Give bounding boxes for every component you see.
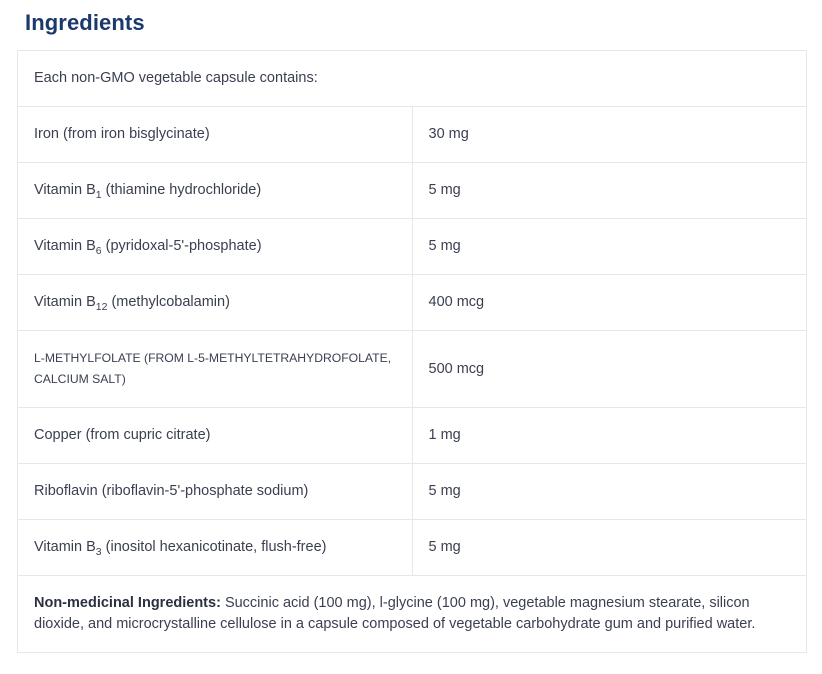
ingredient-name-text-suffix: (methylcobalamin) — [107, 294, 230, 311]
table-row — [18, 408, 807, 464]
ingredient-name-text: Riboflavin (riboflavin-5'-phosphate sodium) — [34, 483, 309, 500]
ingredient-amount: 1 mg — [412, 408, 807, 464]
ingredient-amount: 30 mg — [412, 107, 807, 163]
non-medicinal-ingredients-label: Non-medicinal Ingredients: — [34, 595, 221, 612]
table-row — [18, 163, 807, 219]
ingredient-amount: 400 mcg — [412, 275, 807, 331]
ingredient-name-text: L-METHYLFOLATE (FROM L-5-METHYLTETRAHYDROFOLATE, CALCIUM SALT) — [34, 351, 392, 387]
ingredient-name-subscript: 1 — [95, 189, 102, 201]
ingredient-name-text: Vitamin B — [34, 294, 96, 311]
ingredient-name — [18, 331, 413, 408]
ingredients-table-body — [18, 51, 807, 653]
ingredient-name — [18, 163, 413, 219]
ingredient-name-subscript: 3 — [95, 547, 102, 559]
ingredient-name — [18, 408, 413, 464]
ingredient-name-text: Vitamin B — [34, 238, 96, 255]
ingredient-amount: 5 mg — [412, 219, 807, 275]
ingredient-amount: 5 mg — [412, 464, 807, 520]
table-header-label: Each non-GMO vegetable capsule contains: — [18, 51, 807, 107]
ingredient-name-subscript: 6 — [95, 245, 102, 257]
table-footer-row — [18, 576, 807, 653]
ingredient-name-text: Copper (from cupric citrate) — [34, 427, 211, 444]
ingredient-name — [18, 464, 413, 520]
ingredient-name — [18, 520, 413, 576]
ingredient-name — [18, 219, 413, 275]
table-row — [18, 275, 807, 331]
ingredient-amount: 500 mcg — [412, 331, 807, 408]
ingredient-amount: 5 mg — [412, 520, 807, 576]
ingredient-name — [18, 275, 413, 331]
ingredient-name-text-suffix: (thiamine hydrochloride) — [101, 182, 262, 199]
non-medicinal-ingredients-text: Succinic acid (100 mg), l-glycine (100 mg), vegetable magnesium stearate, silicon dioxide, and microcrystalline cellulose in a capsule composed of vegetable carbohydrate gum and purified water. — [34, 595, 756, 633]
table-row — [18, 464, 807, 520]
ingredients-table — [17, 50, 807, 653]
ingredient-name-text-suffix: (pyridoxal-5'-phosphate) — [101, 238, 262, 255]
table-row — [18, 331, 807, 408]
table-row — [18, 520, 807, 576]
table-header-row — [18, 51, 807, 107]
ingredient-name-text: Vitamin B — [34, 539, 96, 556]
ingredient-name-text-suffix: (inositol hexanicotinate, flush-free) — [101, 539, 327, 556]
table-row — [18, 107, 807, 163]
ingredient-name-text: Vitamin B — [34, 182, 96, 199]
page-title: Ingredients — [25, 10, 145, 35]
non-medicinal-ingredients — [18, 576, 807, 653]
ingredient-amount: 5 mg — [412, 163, 807, 219]
ingredient-name-text: Iron (from iron bisglycinate) — [34, 126, 210, 143]
ingredients-page — [0, 10, 822, 653]
ingredient-name-subscript: 12 — [95, 301, 108, 313]
ingredient-name — [18, 107, 413, 163]
table-row — [18, 219, 807, 275]
